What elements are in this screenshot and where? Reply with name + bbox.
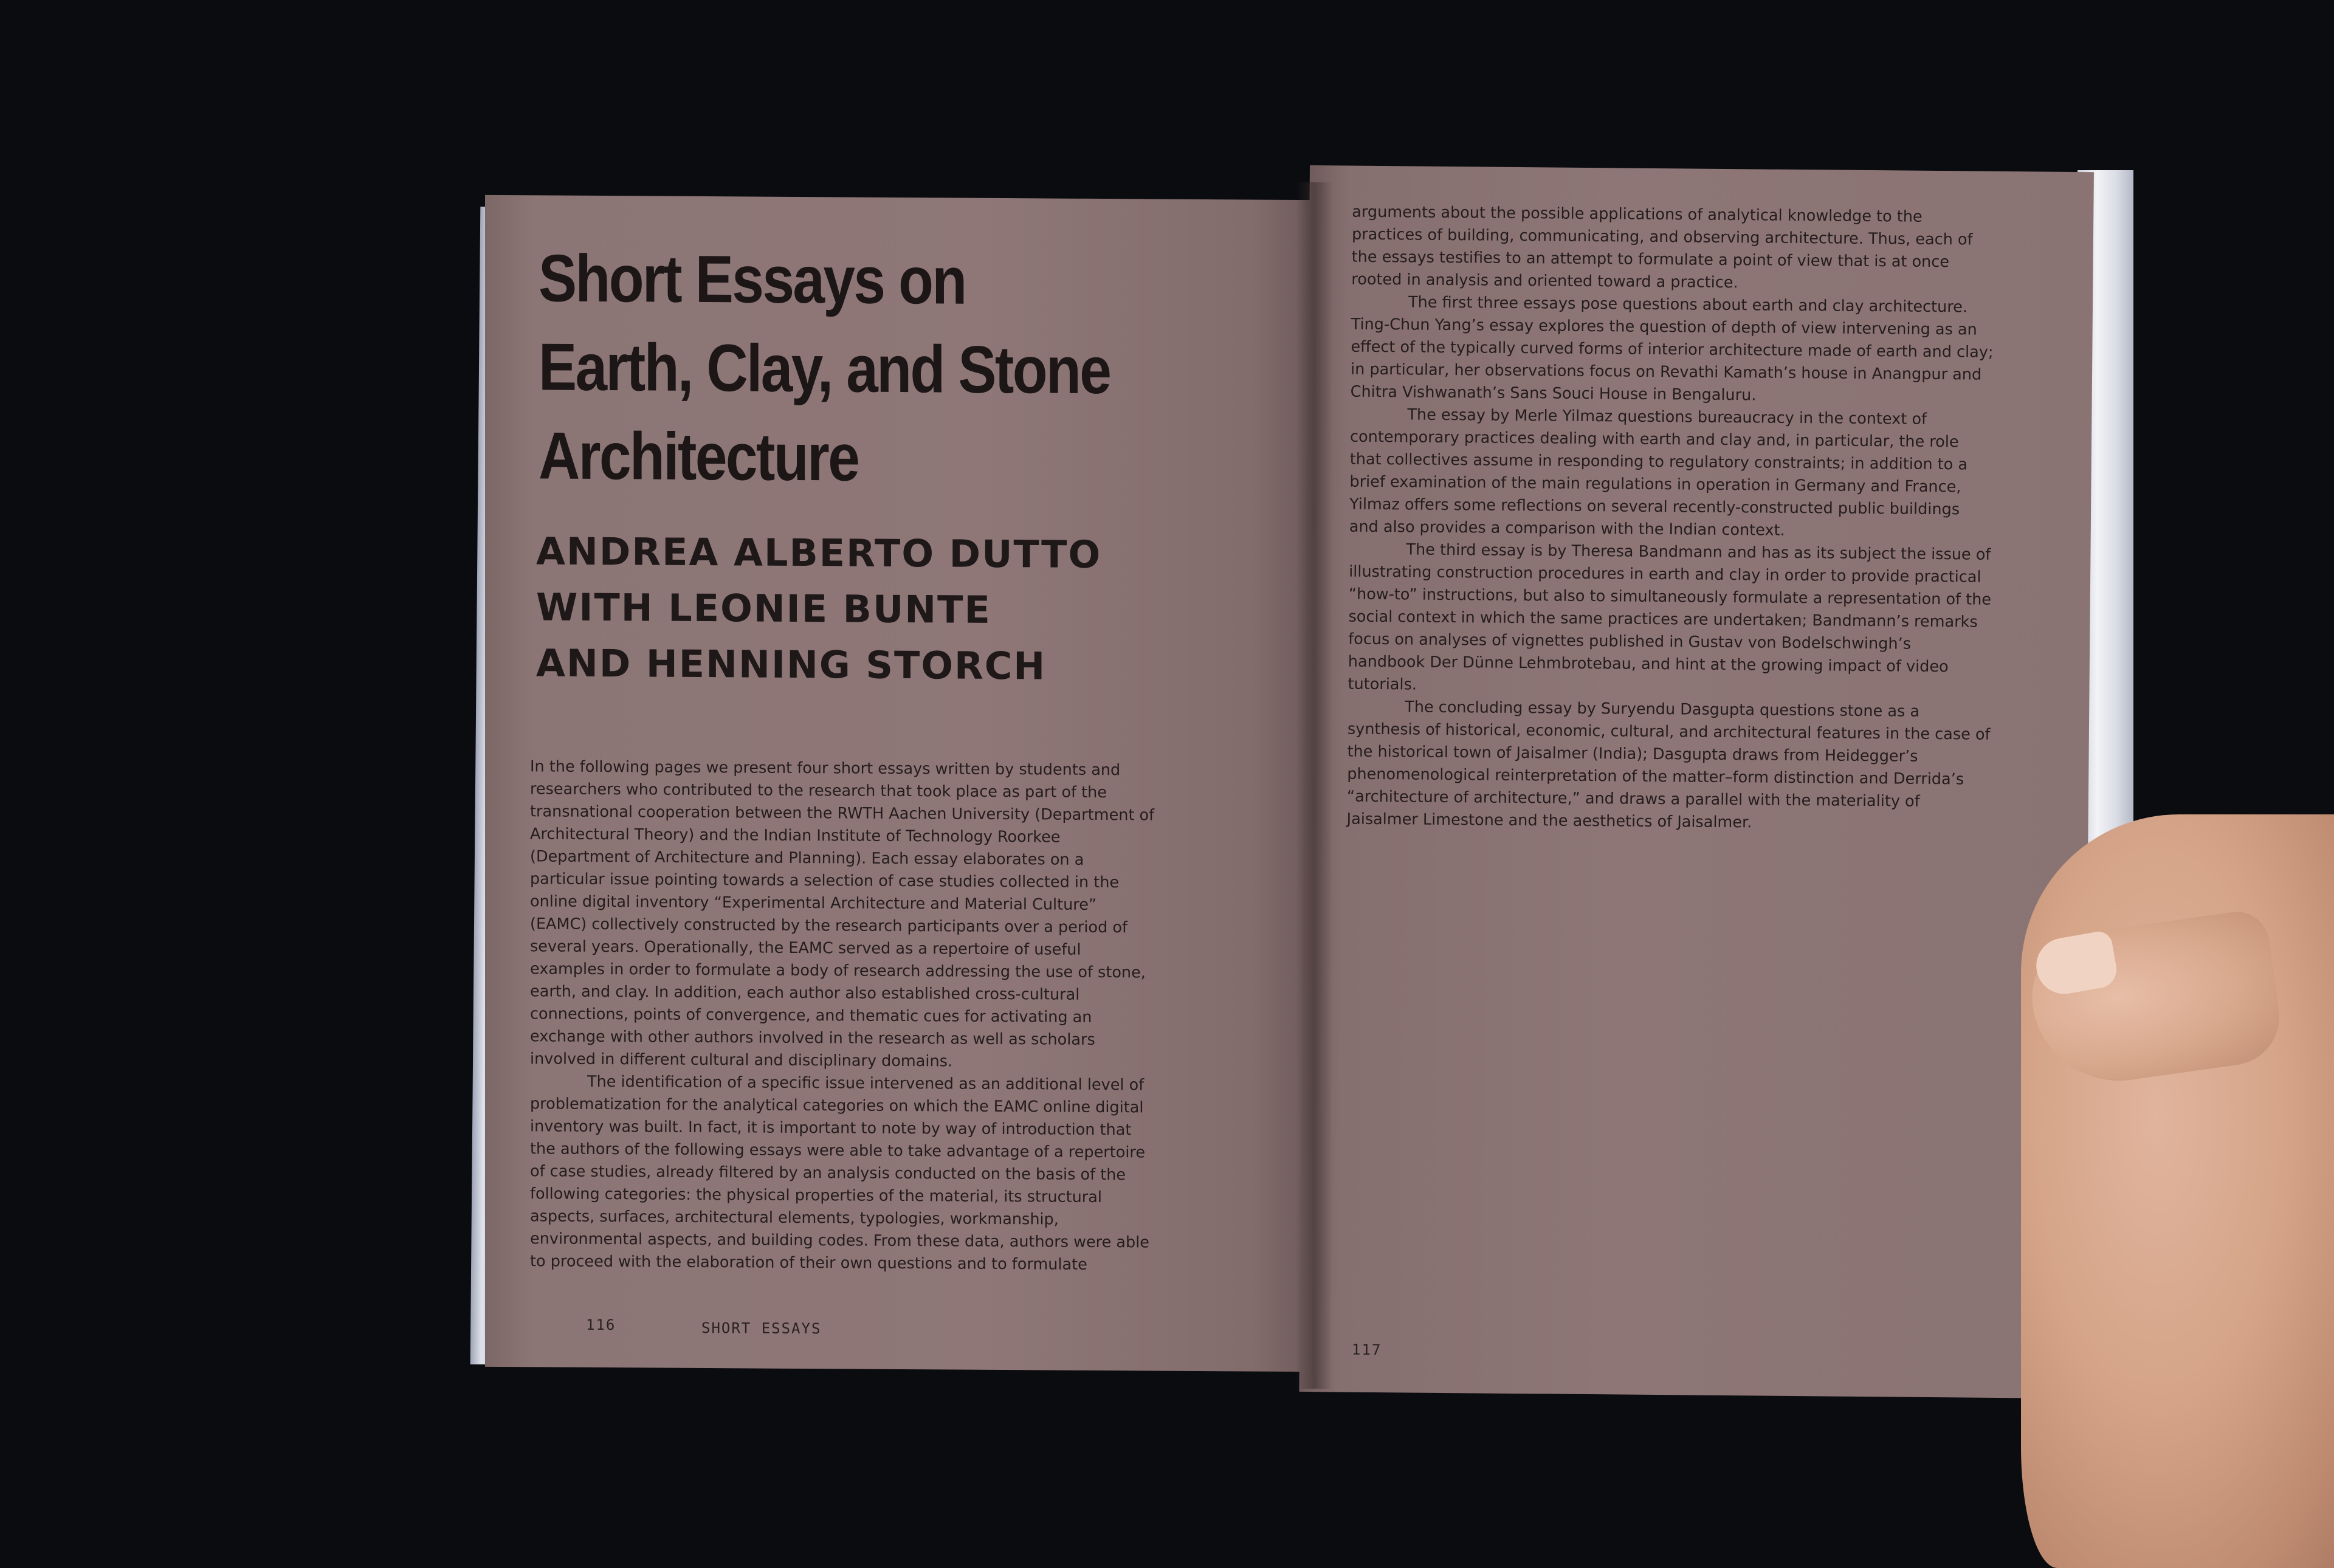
author-line: AND HENNING STORCH <box>536 641 1047 689</box>
paragraph: The essay by Merle Yilmaz questions bureaucracy in the context of contemporary practices dealing with earth and clay and, in particular, the role that collectives assume in responding to regulatory constraints; in addition to a brief examination of the main regulations in operation in Germany and France, Yilmaz offers some reflections on several recently-constructed public buildings and also provides a comparison with the Indian context. <box>1349 405 1968 540</box>
paragraph: arguments about the possible applications of analytical knowledge to the practices of building, communicating, and observing architecture. Thus, each of the essays testifies to an attempt to formulate a point of view that is at once rooted in analysis and oriented toward a practice. <box>1351 202 1973 292</box>
paragraph: The third essay is by Theresa Bandmann and has as its subject the issue of illustrating construction procedures in earth and clay in order to provide practical “how-to” instructions, but also to simultaneously formulate a representation of the social context in which the same practices are undertaken; Bandmann’s remarks focus on analyses of vignettes published in Gustav von Bodelschwingh’s handbook Der Dünne Lehmbrotebau, and hint at the growing impact of video tutorials. <box>1348 540 1992 694</box>
title-line: Architecture <box>539 418 859 495</box>
left-page <box>485 195 1317 1372</box>
left-body-text <box>530 755 1156 1276</box>
author-block <box>536 523 1265 695</box>
author-line: ANDREA ALBERTO DUTTO <box>536 529 1102 577</box>
author-line: WITH LEONIE BUNTE <box>536 585 991 632</box>
title-line: Short Essays on <box>539 241 966 318</box>
paragraph: The first three essays pose questions about earth and clay architecture. Ting-Chun Yang’s essay explores the question of depth of view intervening as an effect of the typically curved forms of interior architecture made of earth and clay; in particular, her observations focus on Revathi Kamath’s house in Anangpur and Chitra Vishwanath’s Sans Souci House in Bengaluru. <box>1350 293 1994 405</box>
page-number: 117 <box>1351 1341 1382 1359</box>
page-number: 116 <box>586 1316 616 1334</box>
essay-collection-title <box>539 234 1166 504</box>
title-line: Earth, Clay, and Stone <box>539 329 1110 408</box>
running-head: SHORT ESSAYS <box>701 1319 822 1338</box>
right-body-text <box>1346 201 1996 836</box>
paragraph: In the following pages we present four short essays written by students and researchers who contributed to the research that took place as part of the transnational cooperation between the RWTH Aachen University (Department of Architectural Theory) and the Indian Institute of Technology Roorkee (Department of Architecture and Planning). Each essay elaborates on a particular issue pointing towards a selection of case studies collected in the online digital inventory “Experimental Architecture and Material Culture” (EAMC) collectively constructed by the research participants over a period of several years. Operationally, the EAMC served as a repertoire of useful examples in order to formulate a body of research addressing the use of stone, earth, and clay. In addition, each author also established cross-cultural connections, points of convergence, and thematic cues for activating an exchange with other authors involved in the research as well as scholars involved in different cultural and disciplinary domains. <box>530 757 1155 1071</box>
paragraph: The identification of a specific issue intervened as an additional level of problematization for the analytical categories on which the EAMC online digital inventory was built. In fact, it is important to note by way of introduction that the authors of the following essays were able to take advantage of a repertoire of case studies, already filtered by an analysis conducted on the basis of the following categories: the physical properties of the material, its structural aspects, surfaces, architectural elements, typologies, workmanship, environmental aspects, and building codes. From these data, authors were able to proceed with the elaboration of their own questions and to formulate <box>530 1072 1149 1274</box>
right-page <box>1299 165 2094 1398</box>
paragraph: The concluding essay by Suryendu Dasgupta questions stone as a synthesis of historical, economic, cultural, and architectural features in the case of the historical town of Jaisalmer (India); Dasgupta draws from Heidegger’s phenomenological reinterpretation of the matter–form distinction and Derrida’s “architecture of architecture,” and draws a parallel with the materiality of Jaisalmer Limestone and the aesthetics of Jaisalmer. <box>1346 698 1991 832</box>
book-gutter <box>1296 182 1332 1389</box>
